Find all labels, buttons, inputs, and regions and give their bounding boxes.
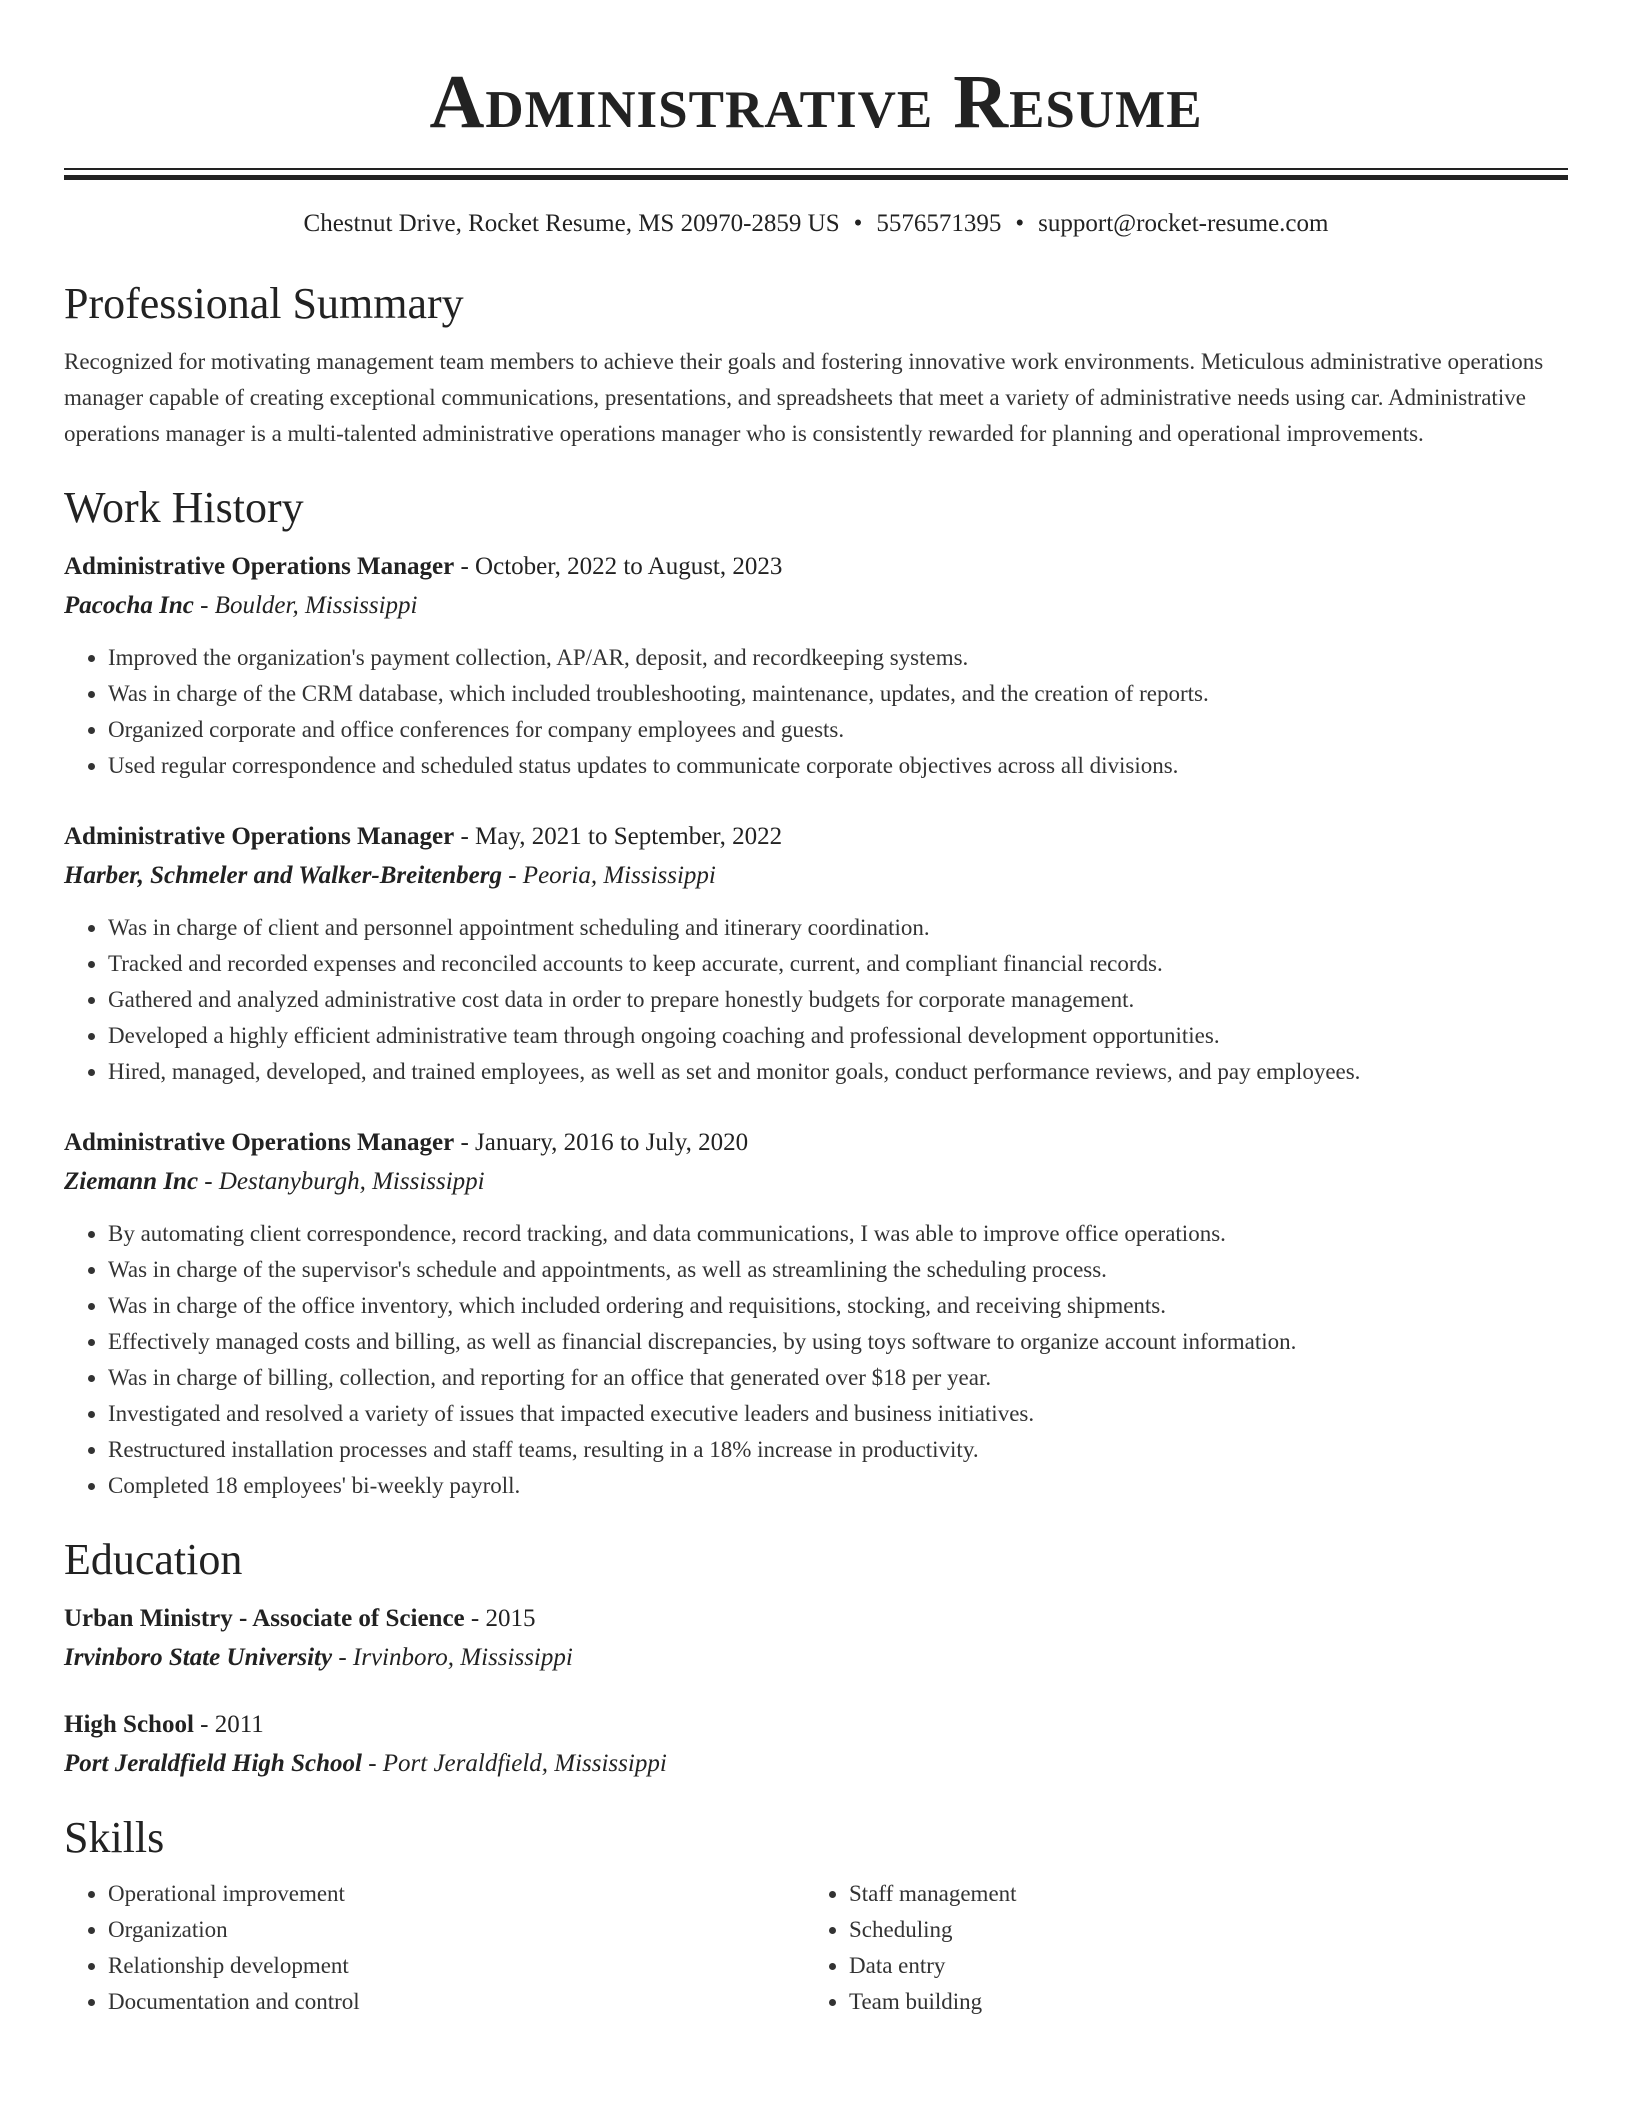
list-item: • Hired, managed, developed, and trained employees, as well as set and monitor goals, conduct performance reviews, and pay employees. xyxy=(108,1054,1568,1090)
summary-text: Recognized for motivating management team members to achieve their goals and fostering innovative work environments. Meticulous administrative operations manager capable of creating exceptional communications, presentations, and spreadsheets that meet a variety of administrative needs using car. Administrative operations manager is a multi-talented administrative operations manager who is consistently rewarded for planning and operational improvements. xyxy=(64,349,1544,446)
school-line xyxy=(64,1744,1568,1784)
degree-name: High School xyxy=(64,1711,194,1738)
list-item: • Organized corporate and office conferences for company employees and guests. xyxy=(108,712,1568,748)
list-item: • Used regular correspondence and scheduled status updates to communicate corporate objectives across all divisions. xyxy=(108,748,1568,784)
list-item: • Gathered and analyzed administrative cost data in order to prepare honestly budgets for corporate management. xyxy=(108,982,1568,1018)
job-title-line xyxy=(64,818,1568,856)
list-item: • Restructured installation processes and staff teams, resulting in a 18% increase in productivity. xyxy=(108,1432,1568,1468)
skill-item: • Scheduling xyxy=(849,1912,1546,1948)
job-bullets xyxy=(64,640,1568,784)
company-location: - Peoria, Mississippi xyxy=(501,862,716,889)
title-divider xyxy=(64,168,1568,180)
company-line xyxy=(64,586,1568,626)
school-name: Port Jeraldfield High School xyxy=(64,1750,362,1777)
contact-line xyxy=(64,208,1568,240)
skill-item: • Operational improvement xyxy=(108,1876,805,1912)
list-item: • Was in charge of the supervisor's schedule and appointments, as well as streamlining the scheduling process. xyxy=(108,1252,1568,1288)
job-bullets xyxy=(64,1216,1568,1504)
skill-item: • Organization xyxy=(108,1912,805,1948)
school-line xyxy=(64,1638,1568,1678)
company-location: - Boulder, Mississippi xyxy=(193,592,418,619)
bullet-separator: • xyxy=(1015,210,1025,237)
job-dates: - January, 2016 to July, 2020 xyxy=(454,1129,749,1156)
job-dates: - May, 2021 to September, 2022 xyxy=(454,823,783,850)
company-location: - Destanyburgh, Mississippi xyxy=(198,1168,485,1195)
degree-name: Urban Ministry - Associate of Science xyxy=(64,1605,465,1632)
list-item: • Was in charge of billing, collection, and reporting for an office that generated over $18 per year. xyxy=(108,1360,1568,1396)
degree-line xyxy=(64,1706,1568,1744)
education-entry xyxy=(64,1706,1568,1784)
list-item: • Improved the organization's payment collection, AP/AR, deposit, and recordkeeping systems. xyxy=(108,640,1568,676)
skill-item: • Documentation and control xyxy=(108,1984,805,2020)
job-title-line xyxy=(64,548,1568,586)
skill-item: • Staff management xyxy=(849,1876,1546,1912)
job-title: Administrative Operations Manager xyxy=(64,553,455,580)
section-heading-work-history: Work History xyxy=(64,483,304,532)
company-line xyxy=(64,856,1568,896)
school-location: - Port Jeraldfield, Mississippi xyxy=(361,1750,667,1777)
list-item: • Developed a highly efficient administrative team through ongoing coaching and professional development opportunities. xyxy=(108,1018,1568,1054)
skill-item: • Data entry xyxy=(849,1948,1546,1984)
job-entry xyxy=(64,818,1568,1090)
job-entry xyxy=(64,548,1568,784)
graduation-year: - 2015 xyxy=(464,1605,536,1632)
list-item: • Completed 18 employees' bi-weekly payroll. xyxy=(108,1468,1568,1504)
job-title-line xyxy=(64,1124,1568,1162)
education-entry xyxy=(64,1600,1568,1678)
job-title: Administrative Operations Manager xyxy=(64,1129,455,1156)
resume-page xyxy=(64,0,1568,2020)
bullet-separator: • xyxy=(853,210,863,237)
company-name: Ziemann Inc xyxy=(64,1168,199,1195)
contact-phone: 5576571395 xyxy=(876,210,1002,237)
contact-email: support@rocket-resume.com xyxy=(1038,210,1329,237)
list-item: • Investigated and resolved a variety of issues that impacted executive leaders and business initiatives. xyxy=(108,1396,1568,1432)
skill-item: • Team building xyxy=(849,1984,1546,2020)
skills-column-right xyxy=(805,1876,1546,2020)
list-item: • Was in charge of the CRM database, which included troubleshooting, maintenance, updates, and the creation of reports. xyxy=(108,676,1568,712)
section-heading-education: Education xyxy=(64,1535,243,1584)
skill-item: • Relationship development xyxy=(108,1948,805,1984)
list-item: • Effectively managed costs and billing, as well as financial discrepancies, by using toys software to organize account information. xyxy=(108,1324,1568,1360)
company-line xyxy=(64,1162,1568,1202)
skills-grid xyxy=(64,1876,1568,2020)
list-item: • Was in charge of the office inventory, which included ordering and requisitions, stocking, and receiving shipments. xyxy=(108,1288,1568,1324)
list-item: • By automating client correspondence, record tracking, and data communications, I was able to improve office operations. xyxy=(108,1216,1568,1252)
job-bullets xyxy=(64,910,1568,1090)
job-entry xyxy=(64,1124,1568,1504)
skills-column-left xyxy=(64,1876,805,2020)
list-item: • Tracked and recorded expenses and reconciled accounts to keep accurate, current, and compliant financial records. xyxy=(108,946,1568,982)
section-heading-summary: Professional Summary xyxy=(64,279,464,328)
job-title: Administrative Operations Manager xyxy=(64,823,455,850)
contact-address: Chestnut Drive, Rocket Resume, MS 20970-2859 US xyxy=(303,210,840,237)
school-name: Irvinboro State University xyxy=(64,1644,333,1671)
resume-title: Administrative Resume xyxy=(429,60,1203,144)
company-name: Harber, Schmeler and Walker-Breitenberg xyxy=(64,862,502,889)
graduation-year: - 2011 xyxy=(193,1711,264,1738)
list-item: • Was in charge of client and personnel appointment scheduling and itinerary coordination. xyxy=(108,910,1568,946)
job-dates: - October, 2022 to August, 2023 xyxy=(454,553,783,580)
school-location: - Irvinboro, Mississippi xyxy=(332,1644,573,1671)
section-heading-skills: Skills xyxy=(64,1813,165,1862)
degree-line xyxy=(64,1600,1568,1638)
company-name: Pacocha Inc xyxy=(64,592,194,619)
